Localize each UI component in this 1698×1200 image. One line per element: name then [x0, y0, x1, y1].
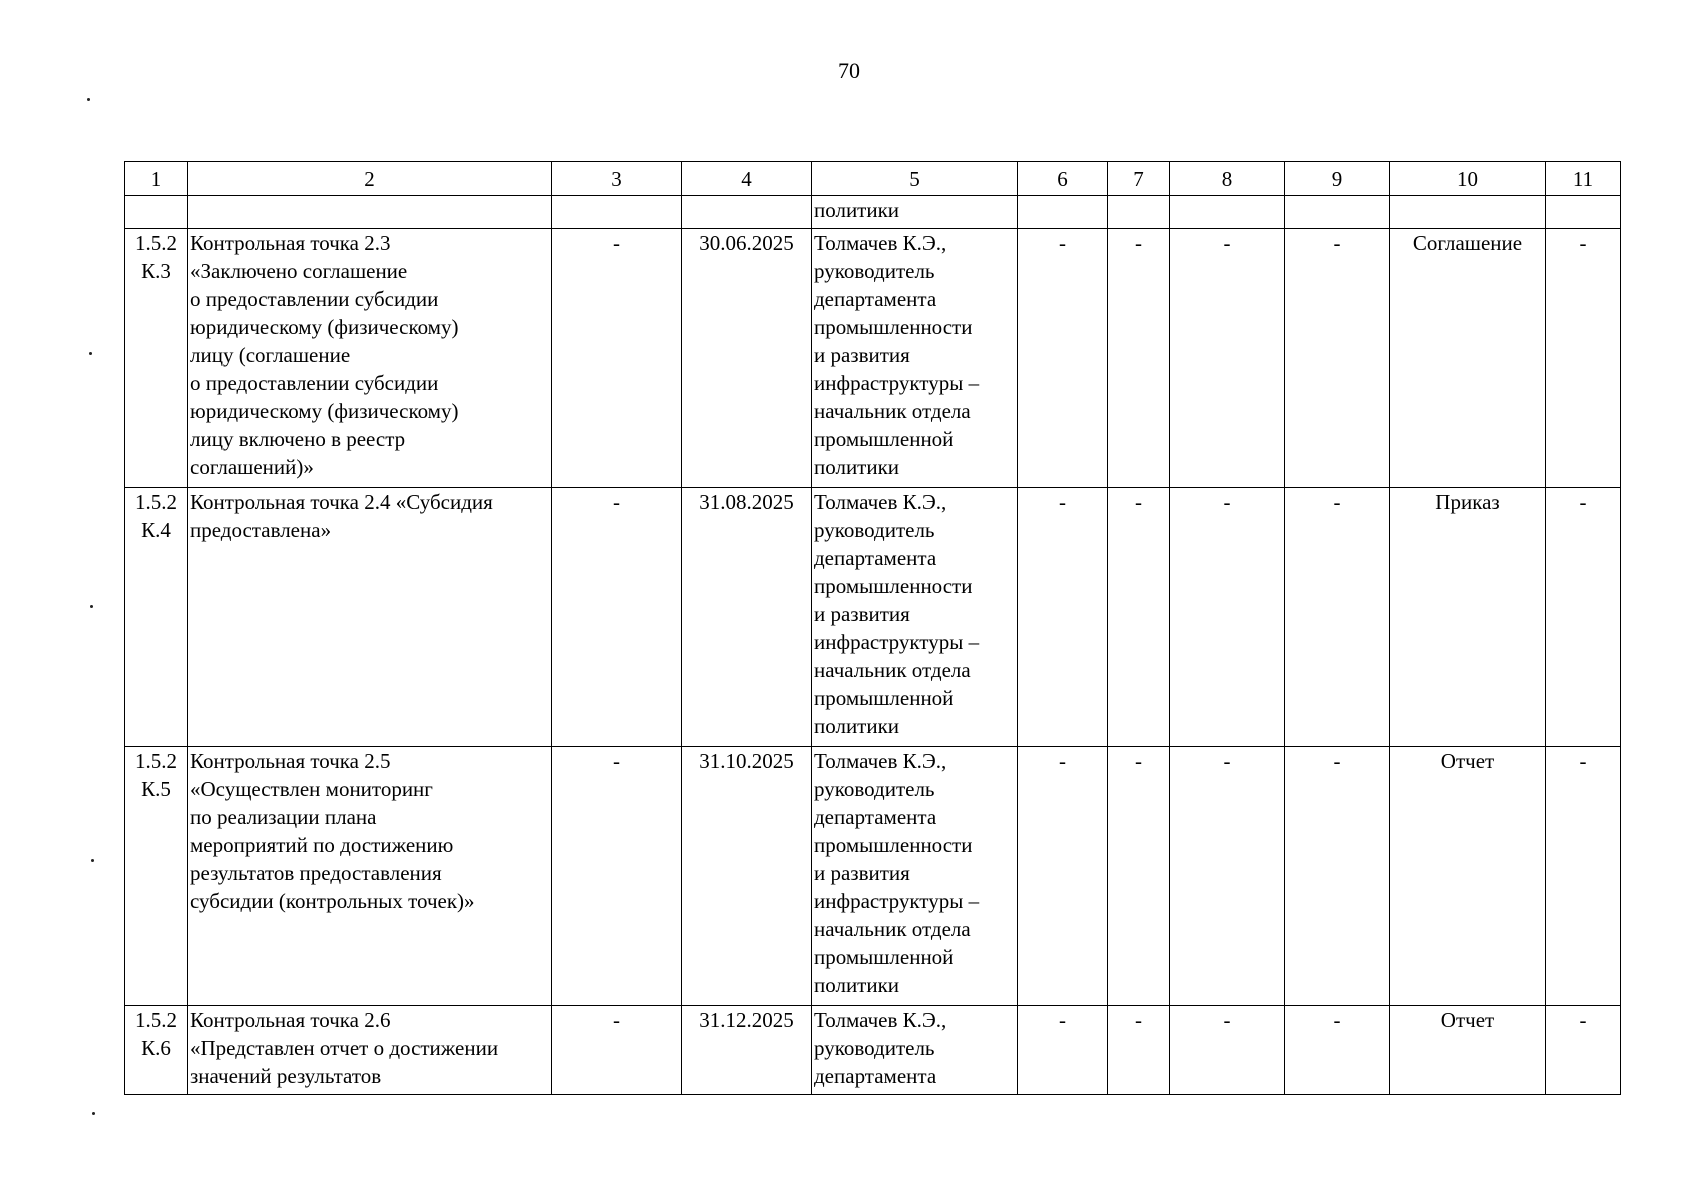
- row-id: 1.5.2 К.4: [125, 488, 188, 747]
- cell-col6: -: [1018, 1006, 1108, 1095]
- cell-col11: -: [1546, 747, 1621, 1006]
- document-type: Приказ: [1390, 488, 1546, 747]
- cell-col11: -: [1546, 229, 1621, 488]
- control-point-name: Контрольная точка 2.4 «Субсидия предоставлена»: [188, 488, 552, 747]
- cell-col9: -: [1285, 1006, 1390, 1095]
- responsible-continuation: политики: [812, 196, 1018, 229]
- column-number-2: 2: [188, 162, 552, 196]
- cell-col7: -: [1108, 229, 1170, 488]
- cell-col3: -: [552, 488, 682, 747]
- cell-col8: -: [1170, 488, 1285, 747]
- cell-col3: -: [552, 229, 682, 488]
- cell-col9: -: [1285, 229, 1390, 488]
- cell-col6: -: [1018, 488, 1108, 747]
- due-date: 31.08.2025: [682, 488, 812, 747]
- row-id: 1.5.2 К.3: [125, 229, 188, 488]
- cell-col7: -: [1108, 488, 1170, 747]
- due-date: 30.06.2025: [682, 229, 812, 488]
- document-type: Отчет: [1390, 747, 1546, 1006]
- row-id: 1.5.2 К.5: [125, 747, 188, 1006]
- column-number-7: 7: [1108, 162, 1170, 196]
- control-point-name: Контрольная точка 2.5 «Осуществлен мониторинг по реализации плана мероприятий по достижению результатов предоставления субсидии (контрольных точек)»: [188, 747, 552, 1006]
- control-point-name: Контрольная точка 2.3 «Заключено соглашение о предоставлении субсидии юридическому (физическому) лицу (соглашение о предоставлении субсидии юридическому (физическому) лицу включено в реестр соглашений)»: [188, 229, 552, 488]
- cell-col3: -: [552, 747, 682, 1006]
- cell-col11: -: [1546, 1006, 1621, 1095]
- column-number-11: 11: [1546, 162, 1621, 196]
- scan-speck: [91, 859, 94, 862]
- cell-col6: -: [1018, 229, 1108, 488]
- table-row: [125, 747, 1621, 1006]
- cell-col9: -: [1285, 488, 1390, 747]
- column-number-8: 8: [1170, 162, 1285, 196]
- table-row-continuation: [125, 196, 1621, 229]
- due-date: 31.10.2025: [682, 747, 812, 1006]
- responsible-person: Толмачев К.Э., руководитель департамента промышленности и развития инфраструктуры – начальник отдела промышленной политики: [812, 488, 1018, 747]
- column-number-3: 3: [552, 162, 682, 196]
- cell-col6: -: [1018, 747, 1108, 1006]
- cell-col8: -: [1170, 229, 1285, 488]
- column-number-9: 9: [1285, 162, 1390, 196]
- column-number-4: 4: [682, 162, 812, 196]
- column-number-6: 6: [1018, 162, 1108, 196]
- table-row: [125, 488, 1621, 747]
- responsible-person: Толмачев К.Э., руководитель департамента: [812, 1006, 1018, 1095]
- scan-speck: [92, 1112, 95, 1115]
- cell-col11: -: [1546, 488, 1621, 747]
- cell-col9: -: [1285, 747, 1390, 1006]
- responsible-person: Толмачев К.Э., руководитель департамента промышленности и развития инфраструктуры – начальник отдела промышленной политики: [812, 229, 1018, 488]
- due-date: 31.12.2025: [682, 1006, 812, 1095]
- responsible-person: Толмачев К.Э., руководитель департамента промышленности и развития инфраструктуры – начальник отдела промышленной политики: [812, 747, 1018, 1006]
- row-id: 1.5.2 К.6: [125, 1006, 188, 1095]
- table-row: [125, 229, 1621, 488]
- scan-speck: [89, 352, 92, 355]
- scan-speck: [90, 605, 93, 608]
- column-number-10: 10: [1390, 162, 1546, 196]
- table-header-row: [125, 162, 1621, 196]
- column-number-1: 1: [125, 162, 188, 196]
- cell-col3: -: [552, 1006, 682, 1095]
- cell-col7: -: [1108, 747, 1170, 1006]
- control-points-table: [124, 161, 1621, 1095]
- control-point-name: Контрольная точка 2.6 «Представлен отчет о достижении значений результатов: [188, 1006, 552, 1095]
- column-number-5: 5: [812, 162, 1018, 196]
- document-type: Отчет: [1390, 1006, 1546, 1095]
- page-number: 70: [838, 58, 860, 83]
- cell-col7: -: [1108, 1006, 1170, 1095]
- cell-col8: -: [1170, 1006, 1285, 1095]
- scan-speck: [87, 98, 90, 101]
- document-type: Соглашение: [1390, 229, 1546, 488]
- cell-col8: -: [1170, 747, 1285, 1006]
- table-row: [125, 1006, 1621, 1095]
